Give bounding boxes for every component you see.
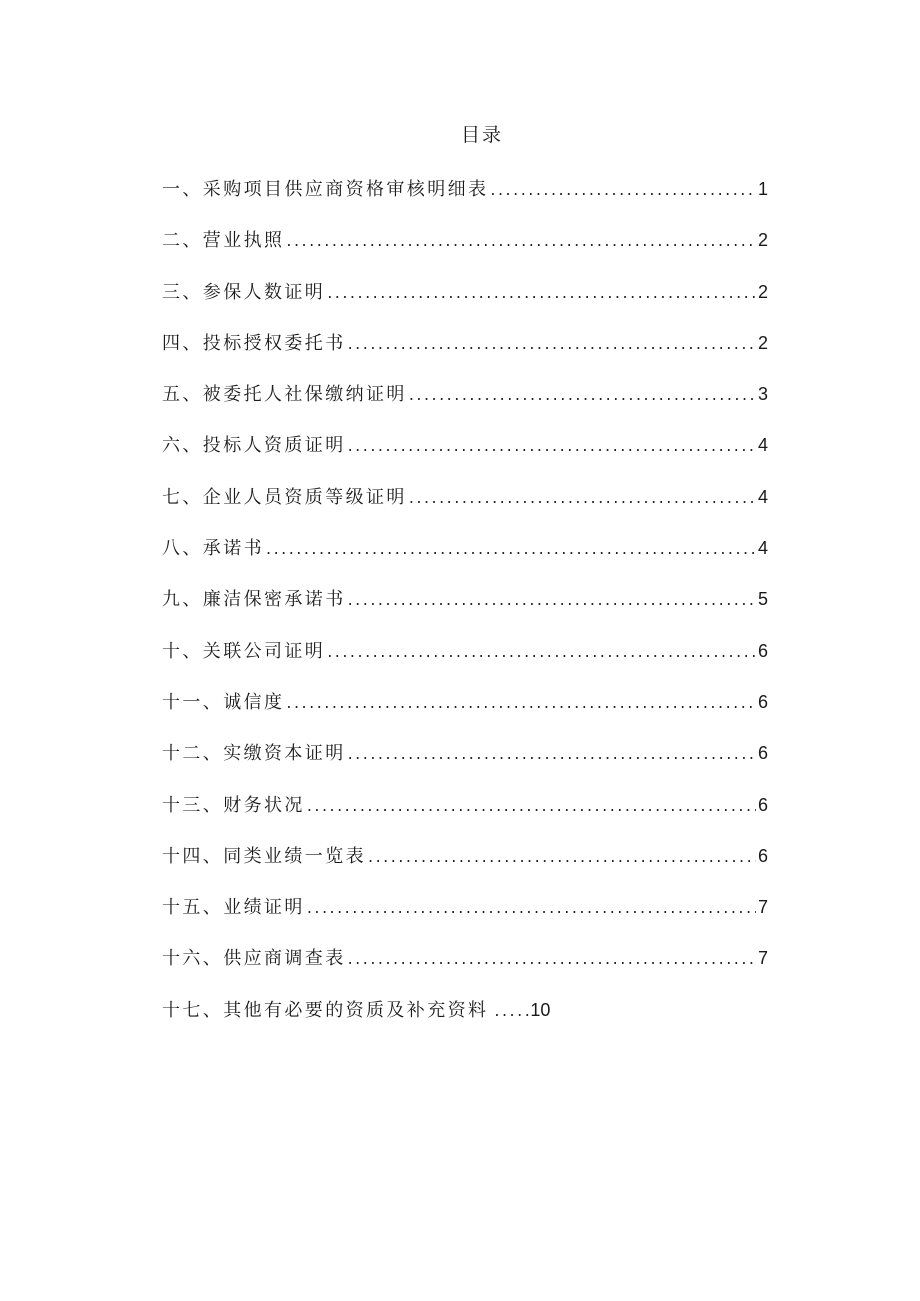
toc-entry-text: 十二、实缴资本证明: [162, 743, 346, 765]
toc-entry-text: 二、营业执照: [162, 230, 285, 252]
toc-entry-text: 八、承诺书: [162, 538, 264, 560]
toc-entry[interactable]: [162, 841, 768, 892]
toc-entry-text: 十三、财务状况: [162, 794, 305, 816]
toc-page-number: 2: [757, 230, 768, 251]
toc-entry-text: 十五、业绩证明: [162, 897, 305, 919]
toc-dot-leader: [348, 329, 756, 359]
toc-entry-text: 九、廉洁保密承诺书: [162, 589, 346, 611]
toc-page-number: 10: [530, 999, 551, 1020]
toc-page-number: 1: [757, 179, 768, 199]
toc-dot-leader: [494, 996, 530, 1026]
toc-entry[interactable]: [162, 790, 768, 841]
toc-page-number: 6: [757, 743, 768, 764]
toc-entry[interactable]: [162, 687, 768, 738]
toc-entry[interactable]: [162, 738, 768, 789]
toc-dot-leader: [266, 534, 756, 564]
toc-page-number: 5: [757, 589, 768, 610]
toc-dot-leader: [409, 380, 756, 410]
toc-entry[interactable]: [162, 943, 768, 994]
toc-page-number: 6: [757, 640, 768, 661]
toc-entry[interactable]: [162, 225, 768, 276]
toc-page-number: 2: [757, 332, 768, 353]
toc-dot-leader: [409, 483, 756, 513]
toc-entry[interactable]: [162, 533, 768, 584]
toc-entry-text: 七、企业人员资质等级证明: [162, 486, 407, 508]
toc-page-number: 6: [757, 691, 768, 712]
toc-entry-text: 十六、供应商调查表: [162, 948, 346, 970]
toc-dot-leader: [348, 739, 756, 769]
toc-entry[interactable]: [162, 584, 768, 635]
toc-entry[interactable]: [162, 892, 768, 943]
toc-dot-leader: [307, 791, 756, 821]
toc-entry[interactable]: [162, 482, 768, 533]
toc-entry-text: 三、参保人数证明: [162, 281, 326, 303]
toc-dot-leader: [348, 585, 756, 615]
toc-entry-text: 十一、诚信度: [162, 691, 285, 713]
toc-page-number: 4: [757, 486, 768, 507]
toc-page-number: 6: [757, 794, 768, 815]
toc-entry-text: 五、被委托人社保缴纳证明: [162, 384, 407, 406]
toc-entry[interactable]: [162, 174, 768, 225]
toc-page-number: 3: [757, 384, 768, 405]
toc-entry[interactable]: [162, 328, 768, 379]
toc-dot-leader: [286, 688, 756, 718]
toc-entry-text: 十七、其他有必要的资质及补充资料: [162, 999, 489, 1021]
toc-list: [162, 174, 768, 1046]
toc-page-number: 2: [757, 281, 768, 302]
toc-page-number: 6: [757, 845, 768, 866]
toc-dot-leader: [368, 842, 756, 872]
toc-entry-text: 六、投标人资质证明: [162, 435, 346, 457]
toc-page-number: 7: [757, 897, 768, 918]
toc-entry-text: 一、采购项目供应商资格审核明细表: [162, 179, 489, 200]
toc-dot-leader: [490, 175, 756, 205]
toc-entry-text: 十、关联公司证明: [162, 640, 326, 662]
toc-dot-leader: [348, 431, 756, 461]
toc-title: 目录: [460, 124, 503, 146]
toc-dot-leader: [348, 944, 756, 974]
toc-dot-leader: [286, 226, 756, 256]
toc-dot-leader: [327, 637, 756, 667]
toc-entry[interactable]: [162, 636, 768, 687]
toc-page-number: 4: [757, 538, 768, 559]
toc-entry[interactable]: [162, 379, 768, 430]
toc-dot-leader: [307, 893, 756, 923]
toc-entry[interactable]: [162, 277, 768, 328]
toc-entry[interactable]: [162, 430, 768, 481]
toc-page-number: 4: [757, 435, 768, 456]
toc-dot-leader: [327, 278, 756, 308]
toc-entry-text: 四、投标授权委托书: [162, 332, 346, 354]
toc-entry[interactable]: [162, 995, 768, 1046]
toc-page-number: 7: [757, 948, 768, 969]
toc-entry-text: 十四、同类业绩一览表: [162, 845, 366, 867]
